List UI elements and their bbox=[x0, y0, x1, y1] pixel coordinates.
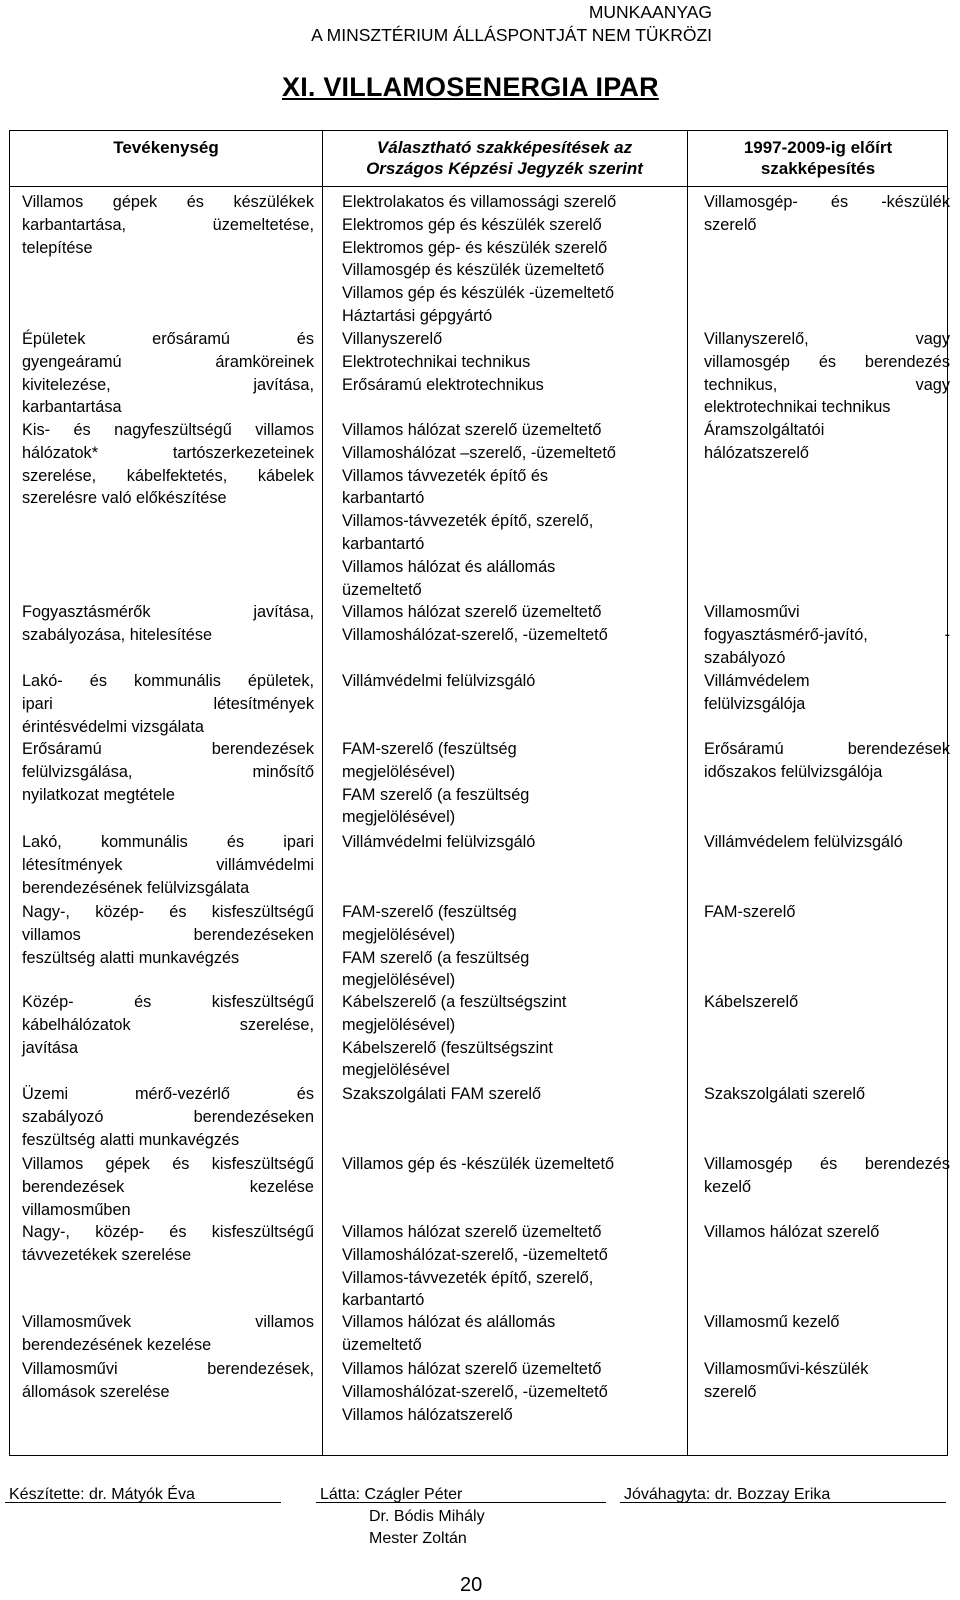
cell-line: üzemeltető bbox=[342, 580, 422, 599]
cell-line: FAM-szerelő (feszültség bbox=[342, 903, 517, 921]
table-cell-qualifications bbox=[342, 1083, 680, 1106]
cell-line: kábelhálózatok szerelése, bbox=[22, 1015, 314, 1034]
cell-line: felülvizsgálója bbox=[704, 694, 806, 713]
cell-line: Elektrotechnikai technikus bbox=[342, 352, 531, 371]
table-cell-previous bbox=[704, 601, 950, 669]
cell-line: időszakos felülvizsgálója bbox=[704, 762, 883, 781]
cell-line: felülvizsgálása, minősítő bbox=[22, 762, 314, 781]
page-number: 20 bbox=[460, 1574, 483, 1596]
cell-line: feszültség alatti munkavégzés bbox=[22, 948, 240, 967]
table-cell-qualifications bbox=[342, 738, 680, 829]
cell-line: villamos berendezéseken bbox=[22, 925, 314, 944]
cell-line: FAM szerelő (a feszültség bbox=[342, 948, 530, 967]
cell-line: Lakó- és kommunális épületek, bbox=[22, 672, 314, 690]
cell-line: karbantartása, üzemeltetése, bbox=[22, 215, 314, 234]
table-cell-previous bbox=[704, 738, 950, 784]
cell-line: Elektrolakatos és villamossági szerelő bbox=[342, 193, 617, 211]
table-cell-qualifications bbox=[342, 1153, 680, 1176]
header-previous-line: szakképesítés bbox=[760, 159, 876, 178]
cell-line: FAM szerelő (a feszültség bbox=[342, 785, 530, 804]
cell-line: karbantartó bbox=[342, 1291, 425, 1310]
cell-line: Erősáramú berendezések bbox=[22, 740, 314, 758]
table-cell-activity bbox=[22, 1358, 314, 1404]
footer-approved-by: Jóváhagyta: dr. Bozzay Erika bbox=[624, 1486, 831, 1503]
table-cell-activity bbox=[22, 1311, 314, 1357]
cell-line: Villamos hálózat szerelő üzemeltető bbox=[342, 1360, 602, 1378]
cell-line: Épületek erősáramú és bbox=[22, 330, 314, 348]
cell-line: Nagy-, közép- és kisfeszültségű bbox=[22, 1223, 314, 1241]
column-divider bbox=[322, 131, 323, 1455]
table-cell-previous bbox=[704, 191, 950, 237]
cell-line: létesítmények villámvédelmi bbox=[22, 855, 314, 874]
table-cell-previous bbox=[704, 901, 950, 924]
table-cell-activity bbox=[22, 670, 314, 738]
table-cell-activity bbox=[22, 419, 314, 510]
cell-line: Villamos hálózatszerelő bbox=[342, 1405, 513, 1424]
table-cell-activity bbox=[22, 601, 314, 647]
table-cell-qualifications bbox=[342, 601, 680, 647]
cell-line: Villamos hálózat és alállomás bbox=[342, 557, 556, 576]
cell-line: nyilatkozat megtétele bbox=[22, 785, 175, 804]
table-cell-previous bbox=[704, 1311, 950, 1334]
table-cell-qualifications bbox=[342, 419, 680, 601]
cell-line: megjelölésével) bbox=[342, 762, 456, 781]
cell-line: Villamosművi bbox=[704, 603, 800, 621]
cell-line: Elektromos gép- és készülék szerelő bbox=[342, 238, 608, 257]
cell-line: berendezések kezelése bbox=[22, 1177, 314, 1196]
cell-line: berendezésének kezelése bbox=[22, 1335, 212, 1354]
cell-line: Villamos gépek és készülékek bbox=[22, 193, 314, 211]
header-qualifications-line: Országos Képzési Jegyzék szerint bbox=[366, 159, 643, 178]
table-cell-activity bbox=[22, 901, 314, 969]
footer-prepared-by: Készítette: dr. Mátyók Éva bbox=[9, 1486, 195, 1503]
cell-line: Szakszolgálati szerelő bbox=[704, 1085, 866, 1103]
cell-line: megjelölésével bbox=[342, 1061, 450, 1080]
cell-line: Kábelszerelő (feszültségszint bbox=[342, 1038, 553, 1057]
cell-line: kivitelezése, javítása, bbox=[22, 375, 314, 394]
cell-line: fogyasztásmérő-javító, - bbox=[704, 625, 950, 644]
table-cell-qualifications bbox=[342, 901, 680, 992]
table-cell-previous bbox=[704, 1358, 950, 1404]
cell-line: technikus, vagy bbox=[704, 375, 950, 394]
table-cell-qualifications bbox=[342, 1358, 680, 1426]
cell-line: karbantartó bbox=[342, 489, 425, 508]
table-cell-qualifications bbox=[342, 670, 680, 693]
table-cell-qualifications bbox=[342, 831, 680, 854]
cell-line: Erősáramú elektrotechnikus bbox=[342, 375, 544, 394]
table-cell-activity bbox=[22, 328, 314, 419]
cell-line: Villamos hálózat szerelő üzemeltető bbox=[342, 603, 602, 621]
cell-line: FAM-szerelő bbox=[704, 903, 796, 921]
cell-line: érintésvédelmi vizsgálata bbox=[22, 717, 204, 736]
cell-line: szerelése, kábelfektetés, kábelek bbox=[22, 466, 314, 485]
cell-line: Villamosművi berendezések, bbox=[22, 1360, 314, 1378]
cell-line: Villamoshálózat –szerelő, -üzemeltető bbox=[342, 443, 616, 462]
cell-line: FAM-szerelő (feszültség bbox=[342, 740, 517, 758]
cell-line: Fogyasztásmérők javítása, bbox=[22, 603, 314, 621]
cell-line: megjelölésével) bbox=[342, 971, 456, 990]
cell-line: karbantartó bbox=[342, 534, 425, 553]
cell-line: Üzemi mérő-vezérlő és bbox=[22, 1085, 314, 1103]
table-cell-activity bbox=[22, 1083, 314, 1151]
table-cell-qualifications bbox=[342, 1221, 680, 1312]
table-cell-previous bbox=[704, 419, 950, 465]
table-cell-previous bbox=[704, 1221, 950, 1244]
cell-line: Elektromos gép és készülék szerelő bbox=[342, 215, 602, 234]
cell-line: Villamos távvezeték építő és bbox=[342, 466, 549, 485]
cell-line: Közép- és kisfeszültségű bbox=[22, 993, 314, 1011]
cell-line: Villamoshálózat-szerelő, -üzemeltető bbox=[342, 625, 608, 644]
cell-line: Villamoshálózat-szerelő, -üzemeltető bbox=[342, 1382, 608, 1401]
cell-line: villamosműben bbox=[22, 1200, 131, 1219]
cell-line: Villamos-távvezeték építő, szerelő, bbox=[342, 1268, 594, 1287]
header-activity: Tevékenység bbox=[113, 138, 219, 157]
cell-line: Villámvédelem bbox=[704, 672, 810, 690]
cell-line: megjelölésével) bbox=[342, 1015, 456, 1034]
cell-line: Villamoshálózat-szerelő, -üzemeltető bbox=[342, 1245, 608, 1264]
table-cell-previous bbox=[704, 328, 950, 419]
cell-line: hálózatszerelő bbox=[704, 443, 809, 462]
cell-line: Villamos hálózat és alállomás bbox=[342, 1313, 556, 1331]
column-divider bbox=[687, 131, 688, 1455]
footer-seen-by-2: Dr. Bódis Mihály bbox=[369, 1508, 485, 1525]
cell-line: kezelő bbox=[704, 1177, 752, 1196]
table-cell-qualifications bbox=[342, 991, 680, 1082]
cell-line: Villámvédelem felülvizsgáló bbox=[704, 833, 903, 851]
cell-line: Kábelszerelő bbox=[704, 993, 799, 1011]
cell-line: Villamosgép- és -készülék bbox=[704, 193, 950, 211]
cell-line: hálózatok* tartószerkezeteinek bbox=[22, 443, 314, 462]
table-cell-qualifications bbox=[342, 1311, 680, 1357]
cell-line: Villámvédelmi felülvizsgáló bbox=[342, 833, 536, 851]
cell-line: szerelő bbox=[704, 1382, 757, 1401]
cell-line: Villamos hálózat szerelő üzemeltető bbox=[342, 1223, 602, 1241]
cell-line: Villamos hálózat szerelő üzemeltető bbox=[342, 421, 602, 439]
cell-line: Kis- és nagyfeszültségű villamos bbox=[22, 421, 314, 439]
cell-line: gyengeáramú áramköreinek bbox=[22, 352, 314, 371]
table-cell-qualifications bbox=[342, 191, 680, 328]
header-previous bbox=[687, 137, 949, 179]
footer-seen-by: Látta: Czágler Péter bbox=[320, 1486, 463, 1503]
cell-line: Villamos hálózat szerelő bbox=[704, 1223, 880, 1241]
table-cell-activity bbox=[22, 1221, 314, 1267]
header-disclaimer: A MINSZTÉRIUM ÁLLÁSPONTJÁT NEM TÜKRÖZI bbox=[311, 25, 712, 45]
header-qualifications-line: Választható szakképesítések az bbox=[376, 138, 633, 157]
cell-line: Villamosmű kezelő bbox=[704, 1313, 840, 1331]
table-cell-previous bbox=[704, 1083, 950, 1106]
cell-line: Villamos gép és -készülék üzemeltető bbox=[342, 1155, 615, 1173]
cell-line: megjelölésével) bbox=[342, 808, 456, 827]
header-draft-label: MUNKAANYAG bbox=[588, 2, 712, 22]
cell-line: Lakó, kommunális és ipari bbox=[22, 833, 314, 851]
cell-line: feszültség alatti munkavégzés bbox=[22, 1130, 240, 1149]
cell-line: távvezetékek szerelése bbox=[22, 1245, 192, 1264]
cell-line: szerelő bbox=[704, 215, 757, 234]
cell-line: Kábelszerelő (a feszültségszint bbox=[342, 993, 567, 1011]
cell-line: Nagy-, közép- és kisfeszültségű bbox=[22, 903, 314, 921]
header-previous-line: 1997-2009-ig előírt bbox=[743, 138, 893, 157]
cell-line: állomások szerelése bbox=[22, 1382, 170, 1401]
table-cell-activity bbox=[22, 191, 314, 259]
footer-seen-by-3: Mester Zoltán bbox=[369, 1530, 467, 1547]
table-cell-activity bbox=[22, 831, 314, 899]
table-cell-previous bbox=[704, 670, 950, 716]
table-cell-activity bbox=[22, 738, 314, 806]
cell-line: szabályozása, hitelesítése bbox=[22, 625, 213, 644]
cell-line: Villamosgép és készülék üzemeltető bbox=[342, 261, 605, 280]
header-qualifications bbox=[322, 137, 687, 179]
table-cell-previous bbox=[704, 991, 950, 1014]
cell-line: Szakszolgálati FAM szerelő bbox=[342, 1085, 542, 1103]
table-cell-previous bbox=[704, 831, 950, 854]
cell-line: telepítése bbox=[22, 238, 93, 257]
header-divider bbox=[10, 186, 947, 187]
table-cell-qualifications bbox=[342, 328, 680, 396]
cell-line: Villamosgép és berendezés bbox=[704, 1155, 950, 1173]
cell-line: Villámvédelmi felülvizsgáló bbox=[342, 672, 536, 690]
cell-line: Villanyszerelő, vagy bbox=[704, 330, 950, 348]
cell-line: szabályozó bbox=[704, 648, 786, 667]
table-cell-activity bbox=[22, 991, 314, 1059]
cell-line: villamosgép és berendezés bbox=[704, 352, 950, 371]
qualifications-table bbox=[9, 130, 948, 1456]
cell-line: Villamosművek villamos bbox=[22, 1313, 314, 1331]
cell-line: Villamos gépek és kisfeszültségű bbox=[22, 1155, 314, 1173]
table-cell-previous bbox=[704, 1153, 950, 1199]
page-title: XI. VILLAMOSENERGIA IPAR bbox=[282, 72, 659, 102]
cell-line: Villamosművi-készülék bbox=[704, 1360, 869, 1378]
cell-line: elektrotechnikai technikus bbox=[704, 398, 891, 417]
cell-line: karbantartása bbox=[22, 398, 122, 417]
cell-line: Háztartási gépgyártó bbox=[342, 306, 493, 325]
cell-line: Villanyszerelő bbox=[342, 330, 443, 348]
cell-line: megjelölésével) bbox=[342, 925, 456, 944]
table-cell-activity bbox=[22, 1153, 314, 1221]
cell-line: ipari létesítmények bbox=[22, 694, 314, 713]
cell-line: Áramszolgáltatói bbox=[704, 421, 825, 439]
cell-line: Villamos-távvezeték építő, szerelő, bbox=[342, 512, 594, 531]
cell-line: szabályozó berendezéseken bbox=[22, 1107, 314, 1126]
cell-line: Erősáramú berendezések bbox=[704, 740, 950, 758]
cell-line: üzemeltető bbox=[342, 1335, 422, 1354]
cell-line: Villamos gép és készülék -üzemeltető bbox=[342, 284, 615, 303]
cell-line: javítása bbox=[22, 1038, 79, 1057]
cell-line: berendezésének felülvizsgálata bbox=[22, 878, 250, 897]
cell-line: szerelésre való előkészítése bbox=[22, 489, 227, 508]
